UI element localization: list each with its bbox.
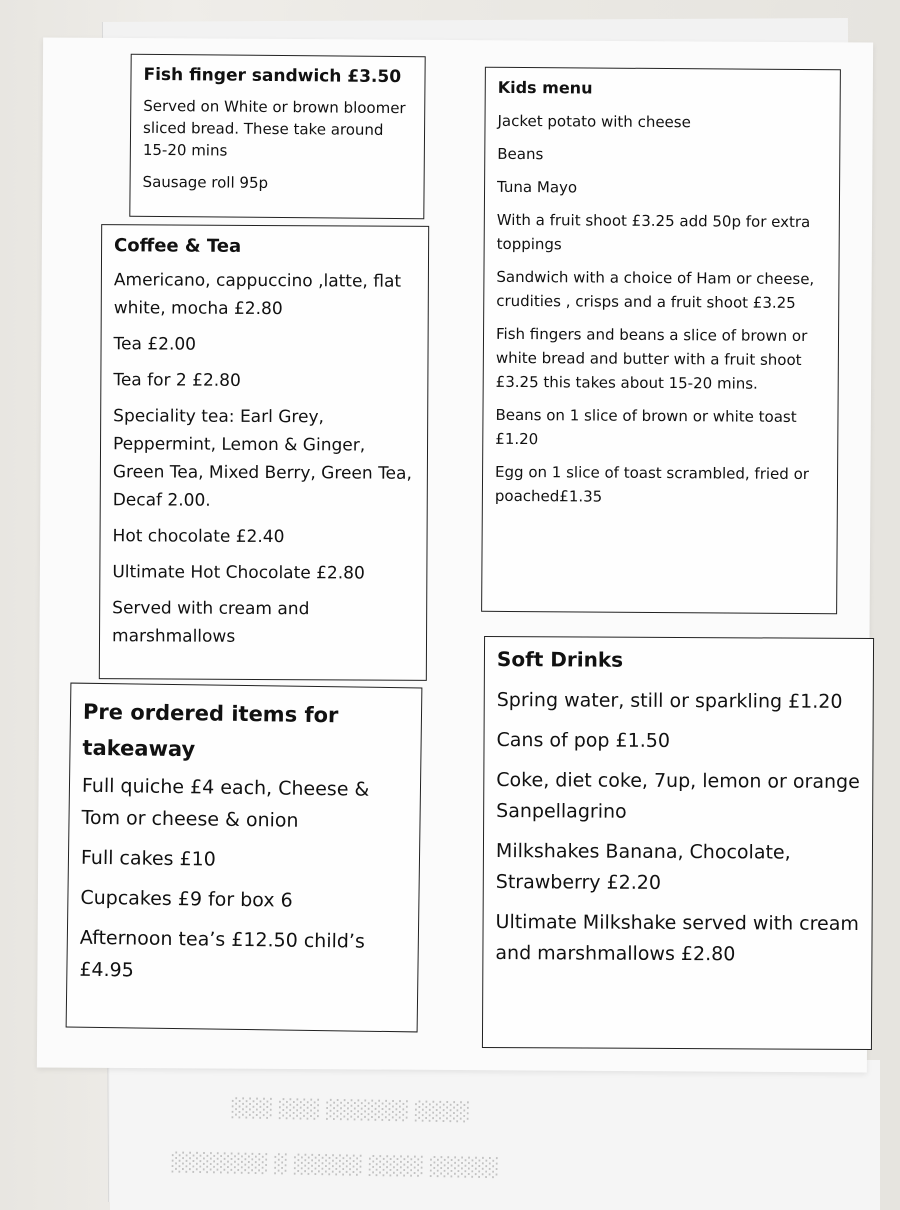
menu-item: Tea for 2 £2.80 [113, 370, 241, 391]
takeaway-section [66, 683, 423, 1033]
menu-item: Speciality tea: Earl Grey, Peppermint, Lemon & Ginger, Green Tea, Mixed Berry, Green Tea, Decaf 2.00. [112, 406, 412, 511]
menu-item: Afternoon tea’s £12.50 child’s £4.95 [79, 926, 365, 982]
section-title: Pre ordered items for takeaway [82, 699, 339, 762]
menu-item: Beans on 1 slice of brown or white toast £1.20 [495, 405, 797, 449]
menu-item: With a fruit shoot £3.25 add 50p for extra toppings [496, 210, 811, 254]
soft-drinks-section [482, 636, 874, 1050]
menu-item: Egg on 1 slice of toast scrambled, fried or poached£1.35 [494, 462, 810, 506]
menu-item: Served on White or brown bloomer sliced bread. These take around 15-20 mins [142, 96, 406, 160]
menu-item: Cans of pop £1.50 [496, 729, 671, 752]
menu-item: Ultimate Hot Chocolate £2.80 [112, 562, 365, 584]
menu-item: Sausage roll 95p [142, 172, 269, 192]
show-through-text: ░░░░░ ░░░░ ░░░░░ ░ ░░░░░░░ [169, 1152, 498, 1179]
fish-finger-section [129, 54, 425, 220]
menu-item: Tuna Mayo [497, 177, 578, 197]
menu-item: Beans [497, 144, 544, 164]
menu-item: Fish fingers and beans a slice of brown or white bread and butter with a fruit shoot £3.25 this takes about 15-20 mins. [495, 324, 808, 393]
menu-item: Ultimate Milkshake served with cream and marshmallows £2.80 [495, 911, 859, 966]
menu-item: Served with cream and marshmallows [111, 598, 310, 647]
kids-menu-section [481, 67, 841, 614]
section-title: Coffee & Tea [114, 235, 242, 257]
menu-item: Sandwich with a choice of Ham or cheese, crudities , crisps and a fruit shoot £3.25 [496, 267, 815, 312]
menu-item: Coke, diet coke, 7up, lemon or orange Sanpellagrino [496, 769, 860, 823]
section-title: Fish finger sandwich £3.50 [143, 64, 402, 88]
menu-item: Tea £2.00 [113, 334, 197, 355]
section-title: Kids menu [497, 77, 593, 98]
underlying-sheet [110, 1060, 880, 1210]
menu-item: Milkshakes Banana, Chocolate, Strawberry £2.20 [495, 840, 791, 894]
menu-item: Full quiche £4 each, Cheese & Tom or cheese & onion [81, 774, 370, 832]
menu-item: Hot chocolate £2.40 [112, 526, 285, 548]
show-through-text: ░░░░ ░░░░░░ ░░░ ░░░ [229, 1097, 469, 1124]
menu-item: Spring water, still or sparkling £1.20 [496, 689, 843, 713]
menu-item: Jacket potato with cheese [497, 111, 691, 132]
menu-item: Cupcakes £9 for box 6 [80, 886, 293, 912]
section-title: Soft Drinks [496, 647, 624, 672]
coffee-tea-section [99, 224, 429, 681]
menu-item: Americano, cappuccino ,latte, flat white, mocha £2.80 [113, 270, 402, 320]
menu-item: Full cakes £10 [80, 846, 216, 871]
